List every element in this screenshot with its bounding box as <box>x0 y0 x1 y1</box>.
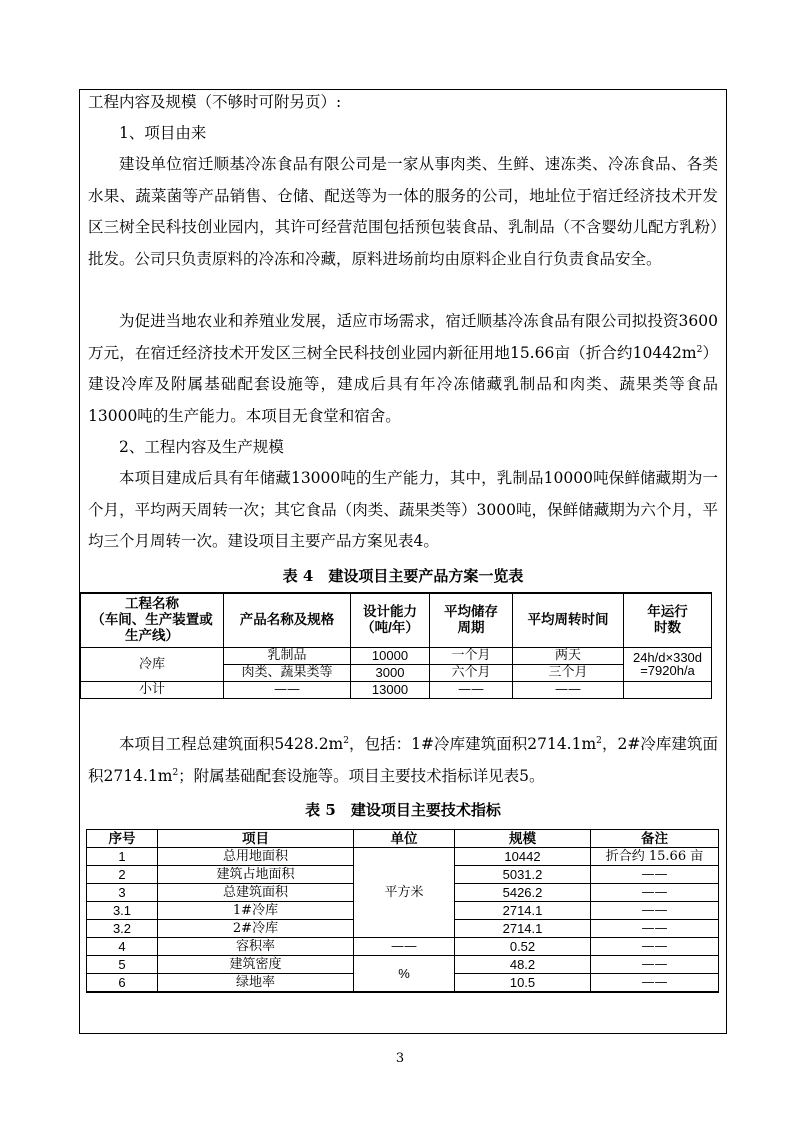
t4-header-product: 产品名称及规格 <box>224 593 351 647</box>
t5-cell: —— <box>591 938 719 956</box>
t5-cell: 5426.2 <box>455 884 591 902</box>
t4-cell: 一个月 <box>430 647 513 664</box>
t4-cell-empty <box>624 681 712 698</box>
t5-cell: 3 <box>87 884 158 902</box>
t5-cell: 建筑占地面积 <box>158 866 354 884</box>
table5-caption: 表 5 建设项目主要技术指标 <box>305 801 501 819</box>
t5-cell: 2714.1 <box>455 902 591 920</box>
paragraph-4: 本项目工程总建筑面积$5428.2m^2$，包括：1#冷库建筑面积$2714.1m^2$，2#冷库建筑面积$2714.1m^2$；附属基础配套设施等。项目主要技术指标详见表5。 <box>88 735 718 785</box>
t5-cell: 10.5 <box>455 974 591 993</box>
t5-cell: 绿地率 <box>158 974 354 993</box>
t4-cell: 肉类、蔬果类等 <box>224 664 351 681</box>
t5-cell: —— <box>591 902 719 920</box>
t4-cell: 三个月 <box>513 664 624 681</box>
t5-cell: 2714.1 <box>455 920 591 938</box>
t5-cell: —— <box>591 920 719 938</box>
t5-cell: 建筑密度 <box>158 956 354 974</box>
product-table <box>80 592 712 699</box>
t4-header-capacity: 设计能力 （吨/年） <box>351 593 430 647</box>
t5-cell: 容积率 <box>158 938 354 956</box>
t4-subtotal-label: 小计 <box>81 681 224 698</box>
t4-cell: —— <box>513 681 624 698</box>
t4-hours-cell: 24h/d×330d =7920h/a <box>624 647 712 681</box>
t4-header-hours: 年运行 时数 <box>624 593 712 647</box>
t5-cell: 总用地面积 <box>158 848 354 866</box>
t5-cell: 1#冷库 <box>158 902 354 920</box>
t5-cell: 2#冷库 <box>158 920 354 938</box>
indicator-table <box>86 829 719 993</box>
t4-cell: —— <box>430 681 513 698</box>
t4-cell: 六个月 <box>430 664 513 681</box>
t4-header-storage: 平均储存 周期 <box>430 593 513 647</box>
t5-header: 序号 <box>87 830 158 848</box>
t5-cell: 5 <box>87 956 158 974</box>
paragraph-3: 本项目建成后具有年储藏13000吨的生产能力，其中，乳制品10000吨保鲜储藏期为一个月，平均两天周转一次；其它食品（肉类、蔬果类等）3000吨，保鲜储藏期为六个月，平均三个月周转一次。建设项目主要产品方案见表4。 <box>88 469 718 550</box>
t5-cell: 3.2 <box>87 920 158 938</box>
t5-unit-ratio: —— <box>354 938 455 956</box>
t4-header-name: 工程名称 （车间、生产装置或 生产线） <box>81 593 224 647</box>
t5-cell: 2 <box>87 866 158 884</box>
t5-cell: —— <box>591 866 719 884</box>
t5-cell: 6 <box>87 974 158 993</box>
page-number: 3 <box>395 1051 405 1066</box>
t4-header-turnover: 平均周转时间 <box>513 593 624 647</box>
t5-cell: 1 <box>87 848 158 866</box>
paragraph-2: 为促进当地农业和养殖业发展，适应市场需求，宿迁顺基冷冻食品有限公司拟投资3600万元，在宿迁经济技术开发区三树全民科技创业园内新征用地15.66亩（折合约$10442m^2$）建设冷库及附属基础配套设施等，建成后具有年冷冻储藏乳制品和肉类、蔬果类等食品13000吨的生产能力。本项目无食堂和宿舍。 <box>88 312 718 425</box>
t5-unit-pct: % <box>354 956 455 993</box>
t4-cell: 两天 <box>513 647 624 664</box>
t5-cell: 4 <box>87 938 158 956</box>
t4-cell: 乳制品 <box>224 647 351 664</box>
t5-cell: 48.2 <box>455 956 591 974</box>
t5-cell: 0.52 <box>455 938 591 956</box>
t4-cell: —— <box>224 681 351 698</box>
table4-caption: 表 4 建设项目主要产品方案一览表 <box>282 567 524 585</box>
t5-cell: —— <box>591 884 719 902</box>
heading-1: 1、项目由来 <box>119 124 207 142</box>
t5-cell: —— <box>591 956 719 974</box>
t4-cell: 10000 <box>351 647 430 664</box>
paragraph-1: 建设单位宿迁顺基冷冻食品有限公司是一家从事肉类、生鲜、速冻类、冷冻食品、各类水果、蔬菜菌等产品销售、仓储、配送等为一体的服务的公司，地址位于宿迁经济技术开发区三树全民科技创业园内，其许可经营范围包括预包装食品、乳制品（不含婴幼儿配方乳粉）批发。公司只负责原料的冷冻和冷藏，原料进场前均由原料企业自行负责食品安全。 <box>88 155 718 268</box>
t5-unit-area: 平方米 <box>354 848 455 938</box>
heading-2: 2、工程内容及生产规模 <box>119 438 284 456</box>
t5-header: 项目 <box>158 830 354 848</box>
t5-cell: 5031.2 <box>455 866 591 884</box>
t5-cell: 总建筑面积 <box>158 884 354 902</box>
t4-row-name: 冷库 <box>81 647 224 681</box>
t5-cell: 10442 <box>455 848 591 866</box>
section-title: 工程内容及规模（不够时可附另页）: <box>88 93 342 111</box>
t5-cell: 3.1 <box>87 902 158 920</box>
t5-header: 备注 <box>591 830 719 848</box>
t5-header: 单位 <box>354 830 455 848</box>
t5-header: 规模 <box>455 830 591 848</box>
t4-cell: 13000 <box>351 681 430 698</box>
t4-cell: 3000 <box>351 664 430 681</box>
t5-cell: 折合约 15.66 亩 <box>591 848 719 866</box>
t5-cell: —— <box>591 974 719 993</box>
